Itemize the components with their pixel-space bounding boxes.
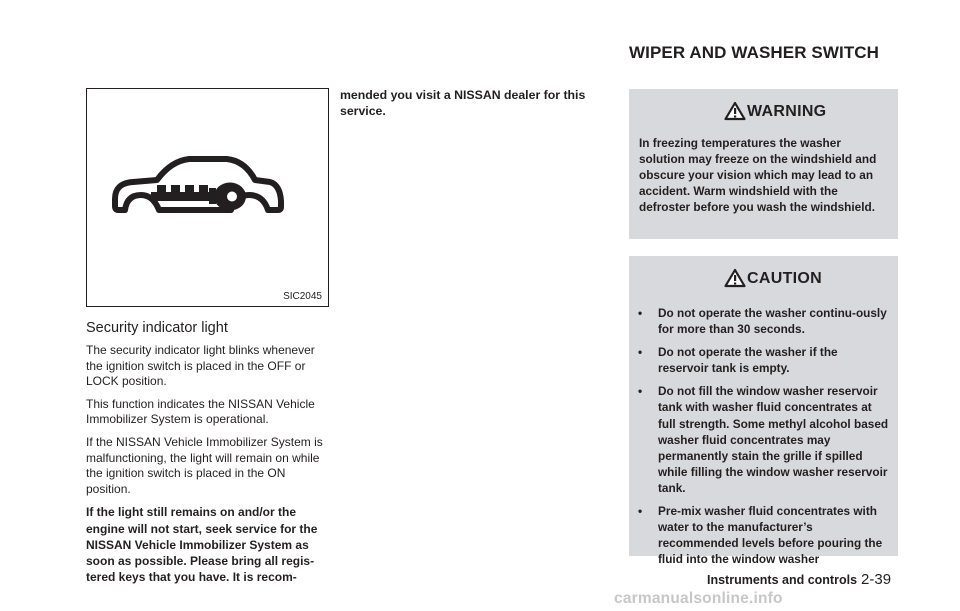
paragraph: The security indicator light blinks whenever the ignition switch is placed in the OFF or LOCK position. <box>86 343 315 389</box>
paragraph: If the NISSAN Vehicle Immobilizer System is malfunctioning, the light will remain on while the ignition switch is placed in the ON position. <box>86 434 323 496</box>
caution-item-text: Do not operate the washer continu-ously for more than 30 seconds. <box>658 306 887 337</box>
car-key-icon <box>87 89 330 308</box>
page-number: 2-39 <box>861 571 892 588</box>
figure-code: SIC2045 <box>283 291 322 302</box>
warning-label: WARNING <box>747 103 827 120</box>
list-item <box>638 383 890 496</box>
bullet: • <box>638 306 643 320</box>
warning-triangle-icon <box>724 101 746 121</box>
security-title: Security indicator light <box>86 320 228 336</box>
list-item <box>638 305 890 337</box>
warning-text: In freezing temperatures the washer solution may freeze on the windshield and obscure your vision which may lead to an accident. Warm windshield with the defroster before you wash the windshield. <box>639 136 877 215</box>
section-title: WIPER AND WASHER SWITCH <box>629 43 880 62</box>
bullet: • <box>638 504 643 519</box>
security-indicator-figure <box>86 88 329 307</box>
bullet: • <box>638 345 643 360</box>
caution-item-text: Do not fill the window washer reservoir tank with washer fluid concentrates at full strength. Some methyl alcohol based washer fluid concentrates may permanently stain the grille if spilled while filling the window washer reservoir tank. <box>658 384 889 495</box>
caution-header <box>629 265 898 293</box>
list-item <box>638 344 890 376</box>
footer-section: Instruments and controls <box>707 573 858 587</box>
paragraph-bold: If the light still remains on and/or the engine will not start, seek service for the NISSAN Vehicle Immobilizer System as soon as possible. Please bring all regis-tered keys that you have. It is recom- <box>86 505 318 585</box>
caution-list <box>638 305 890 574</box>
caution-box <box>629 256 898 567</box>
caution-item-text: Pre-mix washer fluid concentrates with water to the manufacturer’s recommended levels before pouring the fluid into the window washer <box>658 504 883 567</box>
caution-item-text: Do not operate the washer if the reservoir tank is empty. <box>658 345 838 376</box>
watermark: carmanualsonline.info <box>614 590 783 607</box>
list-item <box>638 503 890 567</box>
bullet: • <box>638 384 643 399</box>
caution-triangle-icon <box>724 268 746 288</box>
page-footer <box>707 571 891 588</box>
warning-box <box>629 89 898 239</box>
warning-header <box>629 98 898 126</box>
security-body <box>86 343 332 585</box>
paragraph: This function indicates the NISSAN Vehicle Immobilizer System is operational. <box>86 396 315 427</box>
continued-text: mended you visit a NISSAN dealer for this service. <box>340 88 586 119</box>
caution-label: CAUTION <box>747 270 822 287</box>
